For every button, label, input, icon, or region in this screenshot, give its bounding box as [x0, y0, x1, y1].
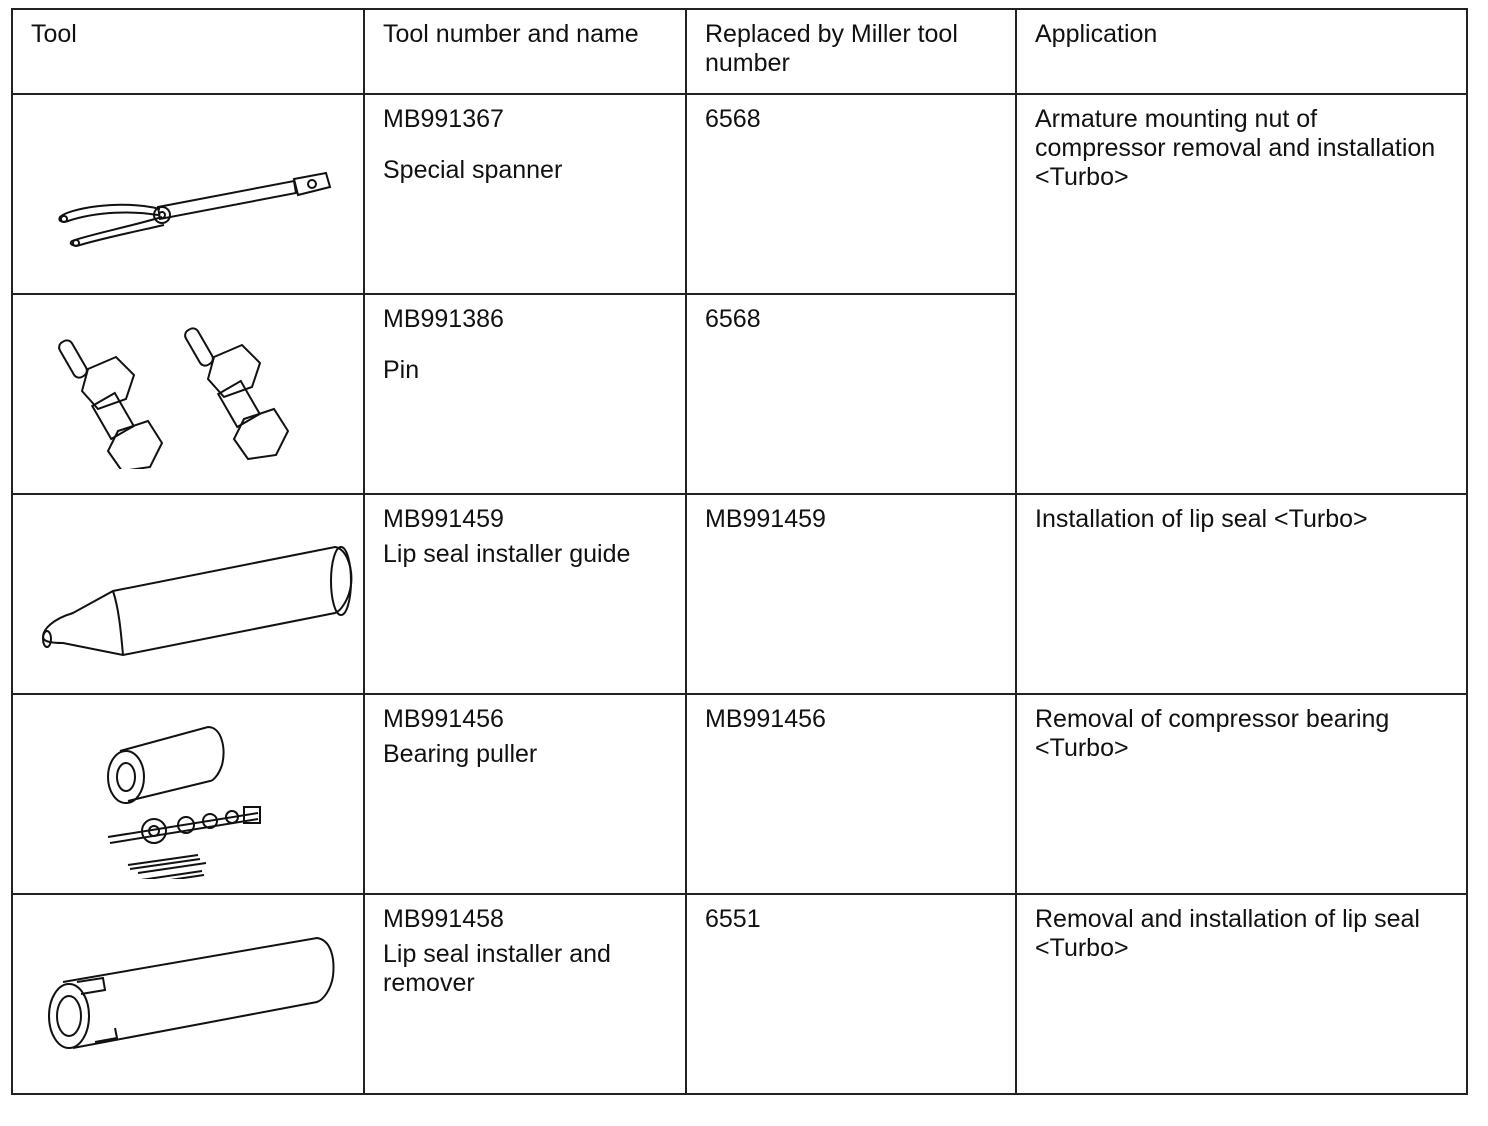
tool-name: Pin [383, 356, 420, 384]
header-tool: Tool [12, 9, 364, 94]
application-cell: Armature mounting nut of compressor removal and installation <Turbo> [1016, 94, 1467, 494]
special-tools-table [11, 8, 1468, 1095]
application-cell: Removal of compressor bearing <Turbo> [1016, 694, 1467, 894]
table-row [12, 94, 1467, 294]
lip-seal-installer-remover-icon [33, 934, 343, 1054]
tool-number: MB991458 [383, 905, 504, 933]
header-replaced-by: Replaced by Miller tool number [686, 9, 1016, 94]
tool-image-cell [12, 494, 364, 694]
table-row [12, 894, 1467, 1094]
tool-number-name-cell [364, 894, 686, 1094]
tool-number: MB991367 [383, 105, 504, 133]
tool-number: MB991456 [383, 705, 504, 733]
tool-name: Bearing puller [383, 740, 538, 768]
header-tool-number-name: Tool number and name [364, 9, 686, 94]
header-application: Application [1016, 9, 1467, 94]
miller-number-cell: MB991459 [686, 494, 1016, 694]
tool-image-cell [12, 694, 364, 894]
tool-number: MB991386 [383, 305, 504, 333]
tool-number-name-cell [364, 494, 686, 694]
special-spanner-icon [38, 139, 338, 249]
tool-image-cell [12, 294, 364, 494]
miller-number-cell: 6568 [686, 94, 1016, 294]
header-row [12, 9, 1467, 94]
tool-image-cell [12, 94, 364, 294]
tool-name: Lip seal installer guide [383, 540, 631, 568]
lip-seal-installer-guide-icon [23, 529, 353, 659]
miller-number-cell: 6568 [686, 294, 1016, 494]
tool-name: Special spanner [383, 156, 563, 184]
bearing-puller-icon [98, 709, 278, 879]
tool-number-name-cell [364, 94, 686, 294]
tool-number-name-cell [364, 294, 686, 494]
tool-number-name-cell [364, 694, 686, 894]
tool-number: MB991459 [383, 505, 504, 533]
application-cell: Removal and installation of lip seal <Turbo> [1016, 894, 1467, 1094]
table-row [12, 694, 1467, 894]
tool-image-cell [12, 894, 364, 1094]
table-row [12, 494, 1467, 694]
application-cell: Installation of lip seal <Turbo> [1016, 494, 1467, 694]
miller-number-cell: 6551 [686, 894, 1016, 1094]
miller-number-cell: MB991456 [686, 694, 1016, 894]
tool-name: Lip seal installer and remover [383, 940, 611, 997]
pin-icon [38, 319, 338, 469]
